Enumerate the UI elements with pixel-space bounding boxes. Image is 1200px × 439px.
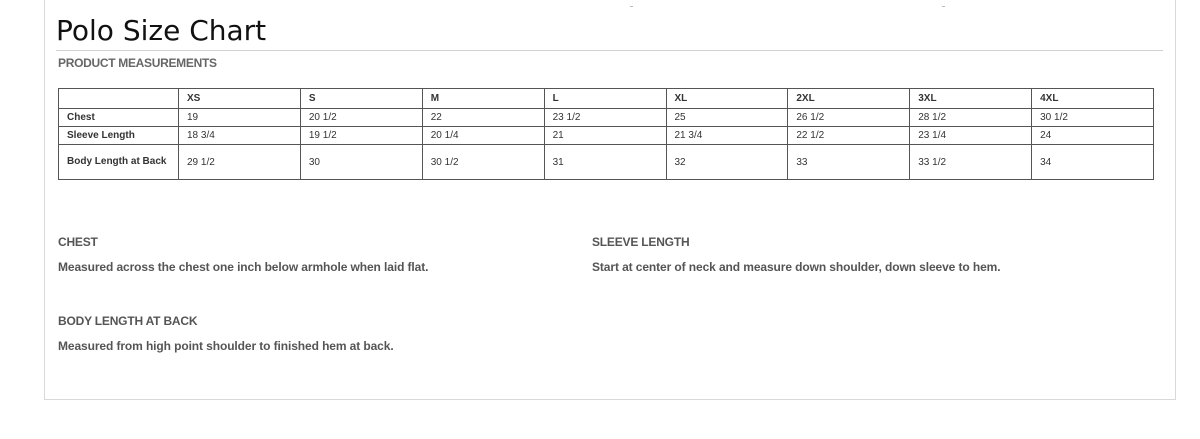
sleeve-description: Start at center of neck and measure down shoulder, down sleeve to hem.: [592, 260, 1001, 274]
divider-mark: [942, 6, 945, 7]
table-cell: 21 3/4: [666, 127, 788, 145]
table-cell: 22 1/2: [788, 127, 910, 145]
size-header: L: [544, 89, 666, 109]
table-cell: 26 1/2: [788, 109, 910, 127]
page-title: Polo Size Chart: [56, 14, 267, 47]
size-table: [58, 88, 1154, 180]
table-cell: 33 1/2: [910, 145, 1032, 180]
section-subtitle: PRODUCT MEASUREMENTS: [58, 56, 217, 70]
table-cell: 25: [666, 109, 788, 127]
table-cell: 30 1/2: [422, 145, 544, 180]
header-corner-cell: [59, 89, 179, 109]
table-row-body-length: [59, 145, 1154, 180]
table-cell: 24: [1032, 127, 1154, 145]
size-header: XL: [666, 89, 788, 109]
table-cell: 23 1/2: [544, 109, 666, 127]
table-cell: 19: [179, 109, 301, 127]
divider-mark: [630, 6, 633, 7]
table-cell: 32: [666, 145, 788, 180]
size-header: 4XL: [1032, 89, 1154, 109]
table-cell: 31: [544, 145, 666, 180]
sleeve-heading: SLEEVE LENGTH: [592, 235, 690, 249]
chest-heading: CHEST: [58, 235, 98, 249]
table-cell: 30 1/2: [1032, 109, 1154, 127]
table-cell: 23 1/4: [910, 127, 1032, 145]
table-cell: 18 3/4: [179, 127, 301, 145]
table-cell: 20 1/2: [300, 109, 422, 127]
row-label: Chest: [59, 109, 179, 127]
chest-description: Measured across the chest one inch below armhole when laid flat.: [58, 260, 429, 274]
size-header: 3XL: [910, 89, 1032, 109]
table-row-sleeve-length: [59, 127, 1154, 145]
body-length-description: Measured from high point shoulder to finished hem at back.: [58, 339, 394, 353]
table-cell: 30: [300, 145, 422, 180]
table-cell: 22: [422, 109, 544, 127]
size-header: XS: [179, 89, 301, 109]
table-row-chest: [59, 109, 1154, 127]
table-cell: 34: [1032, 145, 1154, 180]
table-cell: 20 1/4: [422, 127, 544, 145]
row-label: Sleeve Length: [59, 127, 179, 145]
table-cell: 19 1/2: [300, 127, 422, 145]
table-cell: 29 1/2: [179, 145, 301, 180]
table-cell: 33: [788, 145, 910, 180]
size-header: 2XL: [788, 89, 910, 109]
title-divider: [56, 50, 1163, 51]
table-cell: 28 1/2: [910, 109, 1032, 127]
body-length-heading: BODY LENGTH AT BACK: [58, 314, 198, 328]
table-header-row: [59, 89, 1154, 109]
table-cell: 21: [544, 127, 666, 145]
size-header: M: [422, 89, 544, 109]
row-label: Body Length at Back: [59, 145, 179, 180]
size-header: S: [300, 89, 422, 109]
